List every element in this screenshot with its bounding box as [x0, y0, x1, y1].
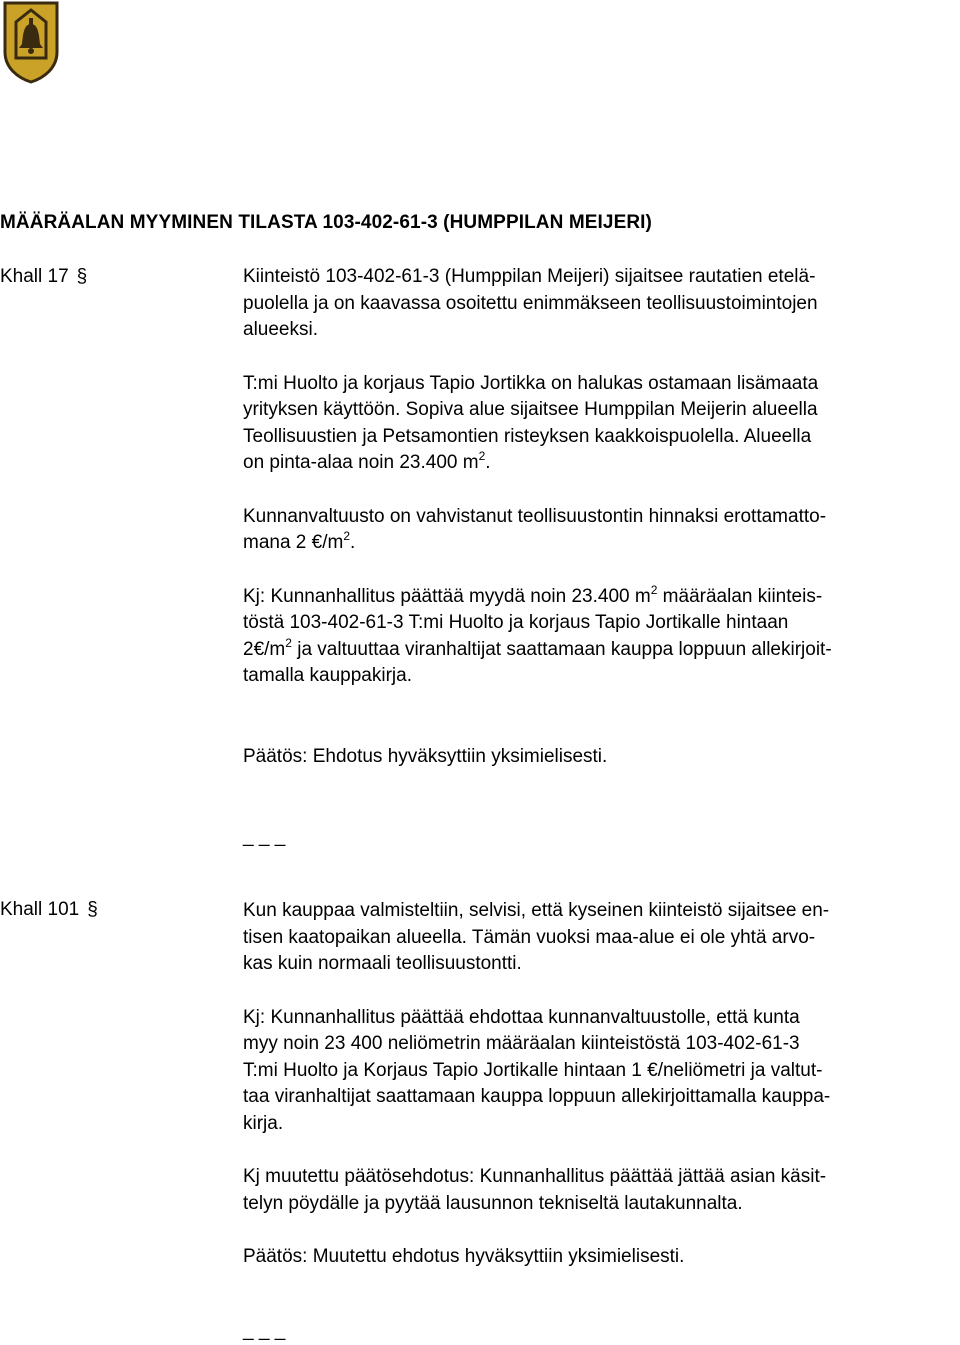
paragraph [243, 504, 955, 557]
section-body-khall-101 [243, 898, 955, 1298]
text-line: alueeksi. [243, 319, 318, 340]
section-body-khall-17 [243, 264, 955, 797]
text-line: töstä 103-402-61-3 T:mi Huolto ja korjaus Tapio Jortikalle hintaan [243, 612, 789, 633]
text-line: Teollisuustien ja Petsamontien risteyksen kaakkoispuolella. Alueella [243, 425, 812, 447]
text-line: Kj muutettu päätösehdotus: Kunnanhallitus päättää jättää asian käsit- [243, 1166, 827, 1187]
text-line: yrityksen käyttöön. Sopiva alue sijaitsee Humppilan Meijerin alueella [243, 399, 818, 420]
decision-text: Päätös: Ehdotus hyväksyttiin yksimielisesti. [243, 745, 608, 767]
text-line: $2€/m^2$ ja valtuuttaa viranhaltijat saattamaan kauppa loppuun allekirjoit- [243, 635, 832, 660]
section-symbol: § [76, 266, 88, 287]
section-symbol: § [87, 899, 98, 920]
text-line: telyn pöydälle ja pyytää lausunnon tekniseltä lautakunnalta. [243, 1192, 743, 1214]
text-line: Kiinteistö 103-402-61-3 (Humppilan Meijeri) sijaitsee rautatien etelä- [243, 266, 816, 287]
text-line: T:mi Huolto ja Korjaus Tapio Jortikalle hintaan 1 €/neliömetri ja valtut- [243, 1059, 823, 1081]
section-label-khall-17 [0, 266, 87, 288]
paragraph [243, 898, 955, 978]
meeting-date: 30.5.2016 [676, 31, 761, 52]
text-line: tamalla kauppakirja. [243, 665, 412, 686]
decision-paragraph [243, 1244, 955, 1271]
paragraph [243, 371, 955, 477]
separator-dashes: _ _ _ [243, 826, 286, 847]
text-line: on pinta-alaa noin 23.400 $m^2$. [243, 449, 491, 473]
decision-text: Päätös: Muutettu ehdotus hyväksyttiin yksimielisesti. [243, 1246, 685, 1267]
document-title: MÄÄRÄALAN MYYMINEN TILASTA 103-402-61-3 (HUMPPILAN MEIJERI) [0, 212, 652, 233]
text-line: kas kuin normaali teollisuustontti. [243, 953, 522, 974]
text-line: taa viranhaltijat saattamaan kauppa loppuun allekirjoittamalla kauppa- [243, 1086, 831, 1107]
text-line: T:mi Huolto ja korjaus Tapio Jortikka on halukas ostamaan lisämaata [243, 372, 819, 394]
section-label-khall-101 [0, 899, 98, 921]
text-line: Kj: Kunnanhallitus päättää ehdottaa kunnanvaltuustolle, että kunta [243, 1006, 800, 1028]
paragraph [243, 584, 955, 690]
text-line: myy noin 23 400 neliömetrin määräalan kiinteistöstä 103-402-61-3 [243, 1033, 800, 1054]
section-number: Khall 17 [0, 266, 69, 287]
municipality-name: HUMPPILAN KUNTA [118, 5, 302, 26]
text-line: tisen kaatopaikan alueella. Tämän vuoksi maa-alue ei ole yhtä arvo- [243, 926, 816, 948]
text-line: Kun kauppaa valmisteltiin, selvisi, että kyseinen kiinteistö sijaitsee en- [243, 900, 830, 921]
text-line: Kj: Kunnanhallitus päättää myydä noin 23.400 $m^2$ määräalan kiinteis- [243, 582, 823, 607]
text-line: mana 2 $€/m^2$. [243, 529, 356, 553]
text-line: puolella ja on kaavassa osoitettu enimmäkseen teollisuustoimintojen [243, 292, 818, 314]
paragraph [243, 1005, 955, 1138]
section-number: Khall 101 [0, 899, 80, 920]
paragraph [243, 1164, 955, 1217]
municipal-crest-logo [2, 0, 60, 84]
text-line: Kunnanvaltuusto on vahvistanut teollisuustontin hinnaksi erottamatto- [243, 505, 827, 527]
paragraph [243, 264, 955, 344]
text-line: kirja. [243, 1112, 284, 1134]
governing-body: Kunnanhallitus [118, 31, 256, 52]
meeting-date-label: Kokouspäivämäärä [540, 5, 715, 26]
separator-dashes: _ _ _ [243, 1320, 286, 1341]
decision-paragraph [243, 744, 955, 771]
